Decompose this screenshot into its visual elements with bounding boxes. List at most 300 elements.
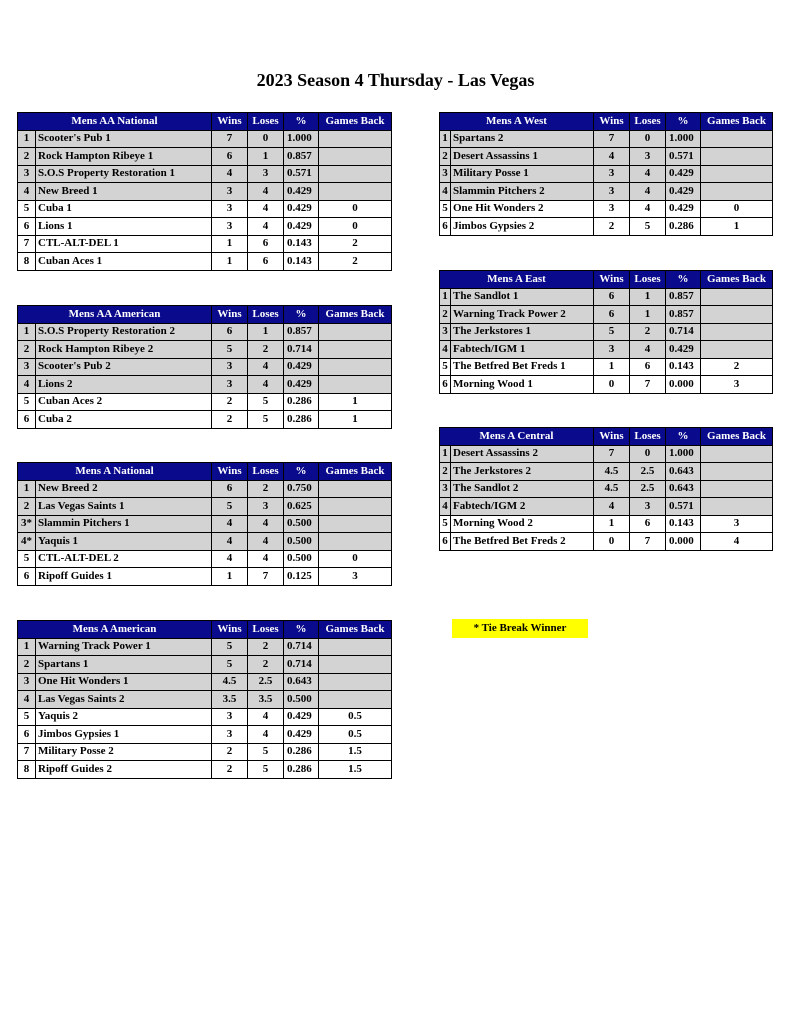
pct-header: %	[666, 428, 701, 446]
rank-cell: 1	[440, 288, 451, 306]
wins-cell: 1	[594, 358, 630, 376]
rank-cell: 4*	[18, 533, 36, 551]
page-title: 2023 Season 4 Thursday - Las Vegas	[256, 70, 535, 90]
wins-cell: 1	[594, 515, 630, 533]
table-header-row	[18, 621, 392, 639]
pct-header: %	[284, 113, 319, 131]
wins-cell: 7	[212, 130, 248, 148]
standings-table-mens-a-american	[17, 620, 392, 779]
wins-cell: 3	[594, 200, 630, 218]
loses-cell: 4	[248, 708, 284, 726]
loses-cell: 7	[630, 376, 666, 394]
table-row	[18, 480, 392, 498]
team-name-cell: Rock Hampton Ribeye 1	[36, 148, 212, 166]
table-row	[18, 498, 392, 516]
team-name-cell: The Betfred Bet Freds 2	[451, 533, 594, 551]
rank-cell: 1	[18, 480, 36, 498]
wins-cell: 4	[594, 498, 630, 516]
wins-cell: 2	[212, 411, 248, 429]
loses-cell: 4	[630, 183, 666, 201]
loses-cell: 3	[630, 498, 666, 516]
wins-cell: 4.5	[594, 480, 630, 498]
loses-cell: 3	[630, 148, 666, 166]
team-name-cell: Warning Track Power 2	[451, 306, 594, 324]
wins-cell: 3.5	[212, 691, 248, 709]
loses-header: Loses	[630, 428, 666, 446]
loses-cell: 6	[630, 515, 666, 533]
pct-cell: 0.143	[284, 235, 319, 253]
rank-cell: 5	[440, 515, 451, 533]
rank-cell: 1	[440, 445, 451, 463]
standings-table-mens-a-west	[439, 112, 773, 236]
games-back-cell	[701, 323, 773, 341]
team-name-cell: The Jerkstores 1	[451, 323, 594, 341]
table-row	[18, 533, 392, 551]
loses-cell: 2	[248, 341, 284, 359]
division-name-header: Mens A American	[18, 621, 212, 639]
rank-cell: 2	[18, 656, 36, 674]
pct-cell: 0.143	[666, 515, 701, 533]
wins-cell: 3	[212, 358, 248, 376]
table-row	[18, 691, 392, 709]
wins-cell: 4	[212, 550, 248, 568]
loses-header: Loses	[630, 113, 666, 131]
loses-header: Loses	[248, 113, 284, 131]
loses-cell: 5	[248, 743, 284, 761]
rank-cell: 6	[440, 218, 451, 236]
team-name-cell: The Betfred Bet Freds 1	[451, 358, 594, 376]
team-name-cell: Military Posse 1	[451, 165, 594, 183]
wins-cell: 6	[212, 148, 248, 166]
loses-header: Loses	[248, 463, 284, 481]
pct-cell: 0.857	[666, 288, 701, 306]
pct-cell: 0.429	[666, 341, 701, 359]
rank-cell: 2	[18, 498, 36, 516]
wins-cell: 6	[212, 323, 248, 341]
wins-header: Wins	[212, 306, 248, 324]
loses-cell: 2	[248, 656, 284, 674]
games-back-cell	[319, 673, 392, 691]
table-row	[18, 376, 392, 394]
wins-cell: 5	[212, 498, 248, 516]
pct-cell: 0.625	[284, 498, 319, 516]
games-back-cell: 2	[701, 358, 773, 376]
rank-cell: 6	[18, 411, 36, 429]
games-back-cell	[701, 130, 773, 148]
pct-cell: 0.643	[666, 480, 701, 498]
table-row	[440, 533, 773, 551]
team-name-cell: One Hit Wonders 2	[451, 200, 594, 218]
team-name-cell: Morning Wood 2	[451, 515, 594, 533]
loses-cell: 4	[248, 200, 284, 218]
loses-header: Loses	[630, 271, 666, 289]
pct-cell: 0.500	[284, 515, 319, 533]
pct-header: %	[666, 271, 701, 289]
pct-cell: 0.143	[284, 253, 319, 271]
team-name-cell: S.O.S Property Restoration 1	[36, 165, 212, 183]
games-back-cell	[701, 148, 773, 166]
games-back-cell	[701, 288, 773, 306]
pct-header: %	[284, 463, 319, 481]
table-row	[18, 200, 392, 218]
wins-cell: 5	[594, 323, 630, 341]
loses-cell: 7	[630, 533, 666, 551]
team-name-cell: Fabtech/IGM 2	[451, 498, 594, 516]
games-back-cell: 0	[319, 550, 392, 568]
team-name-cell: Spartans 2	[451, 130, 594, 148]
wins-cell: 6	[594, 288, 630, 306]
standings-table-mens-a-central	[439, 427, 773, 551]
table-row	[440, 183, 773, 201]
wins-cell: 3	[212, 726, 248, 744]
rank-cell: 3	[18, 673, 36, 691]
loses-cell: 4	[630, 165, 666, 183]
wins-cell: 0	[594, 533, 630, 551]
games-back-cell	[701, 341, 773, 359]
table-row	[18, 358, 392, 376]
pct-header: %	[284, 621, 319, 639]
pct-cell: 0.714	[284, 341, 319, 359]
rank-cell: 6	[440, 376, 451, 394]
loses-cell: 1	[248, 323, 284, 341]
team-name-cell: Lions 1	[36, 218, 212, 236]
wins-header: Wins	[212, 621, 248, 639]
team-name-cell: Yaquis 2	[36, 708, 212, 726]
pct-header: %	[666, 113, 701, 131]
rank-cell: 5	[18, 393, 36, 411]
rank-cell: 4	[440, 341, 451, 359]
wins-cell: 4	[212, 533, 248, 551]
pct-cell: 0.000	[666, 376, 701, 394]
table-row	[440, 288, 773, 306]
table-row	[18, 393, 392, 411]
wins-cell: 1	[212, 253, 248, 271]
games-back-cell: 0	[701, 200, 773, 218]
loses-cell: 5	[248, 393, 284, 411]
team-name-cell: Las Vegas Saints 2	[36, 691, 212, 709]
table-row	[18, 673, 392, 691]
team-name-cell: Cuba 1	[36, 200, 212, 218]
table-row	[440, 200, 773, 218]
wins-cell: 7	[594, 130, 630, 148]
rank-cell: 2	[18, 341, 36, 359]
loses-cell: 1	[630, 306, 666, 324]
team-name-cell: Jimbos Gypsies 2	[451, 218, 594, 236]
table-row	[18, 323, 392, 341]
rank-cell: 4	[18, 691, 36, 709]
team-name-cell: CTL-ALT-DEL 2	[36, 550, 212, 568]
rank-cell: 1	[18, 323, 36, 341]
rank-cell: 6	[440, 533, 451, 551]
table-row	[440, 218, 773, 236]
table-row	[18, 743, 392, 761]
games-back-cell: 2	[319, 235, 392, 253]
games-back-header: Games Back	[319, 621, 392, 639]
games-back-cell	[701, 445, 773, 463]
pct-header: %	[284, 306, 319, 324]
team-name-cell: Cuba 2	[36, 411, 212, 429]
loses-cell: 0	[630, 445, 666, 463]
team-name-cell: Las Vegas Saints 1	[36, 498, 212, 516]
rank-cell: 2	[18, 148, 36, 166]
tie-break-legend: * Tie Break Winner	[452, 619, 588, 638]
team-name-cell: Jimbos Gypsies 1	[36, 726, 212, 744]
table-row	[18, 411, 392, 429]
table-row	[18, 183, 392, 201]
loses-cell: 4	[248, 358, 284, 376]
team-name-cell: Rock Hampton Ribeye 2	[36, 341, 212, 359]
games-back-cell	[319, 148, 392, 166]
games-back-cell	[319, 533, 392, 551]
standings-table-mens-a-east	[439, 270, 773, 394]
wins-cell: 5	[212, 656, 248, 674]
rank-cell: 4	[18, 183, 36, 201]
loses-cell: 4	[248, 726, 284, 744]
games-back-cell: 0.5	[319, 726, 392, 744]
loses-header: Loses	[248, 621, 284, 639]
rank-cell: 3	[18, 358, 36, 376]
table-row	[18, 235, 392, 253]
loses-cell: 6	[248, 235, 284, 253]
games-back-header: Games Back	[701, 271, 773, 289]
loses-cell: 4	[248, 533, 284, 551]
pct-cell: 0.571	[284, 165, 319, 183]
games-back-cell	[701, 165, 773, 183]
rank-cell: 1	[440, 130, 451, 148]
wins-cell: 3	[212, 183, 248, 201]
table-row	[440, 358, 773, 376]
rank-cell: 5	[18, 200, 36, 218]
rank-cell: 1	[18, 130, 36, 148]
wins-cell: 2	[594, 218, 630, 236]
rank-cell: 2	[440, 463, 451, 481]
loses-cell: 6	[248, 253, 284, 271]
loses-cell: 0	[248, 130, 284, 148]
pct-cell: 0.429	[284, 376, 319, 394]
table-row	[440, 165, 773, 183]
pct-cell: 0.500	[284, 691, 319, 709]
standings-table-mens-aa-national	[17, 112, 392, 271]
team-name-cell: Yaquis 1	[36, 533, 212, 551]
rank-cell: 7	[18, 235, 36, 253]
games-back-cell	[319, 498, 392, 516]
wins-cell: 0	[594, 376, 630, 394]
pct-cell: 0.857	[284, 323, 319, 341]
wins-header: Wins	[212, 113, 248, 131]
division-name-header: Mens A West	[440, 113, 594, 131]
games-back-cell	[319, 515, 392, 533]
table-header-row	[440, 428, 773, 446]
table-header-row	[440, 271, 773, 289]
loses-cell: 4	[248, 376, 284, 394]
wins-cell: 3	[594, 183, 630, 201]
wins-cell: 2	[212, 393, 248, 411]
rank-cell: 5	[18, 550, 36, 568]
table-header-row	[18, 463, 392, 481]
team-name-cell: Scooter's Pub 2	[36, 358, 212, 376]
team-name-cell: Slammin Pitchers 2	[451, 183, 594, 201]
team-name-cell: Fabtech/IGM 1	[451, 341, 594, 359]
games-back-header: Games Back	[319, 306, 392, 324]
rank-cell: 3	[440, 323, 451, 341]
loses-cell: 4	[248, 550, 284, 568]
pct-cell: 0.286	[284, 761, 319, 779]
loses-cell: 4	[630, 341, 666, 359]
games-back-cell	[701, 480, 773, 498]
team-name-cell: Ripoff Guides 2	[36, 761, 212, 779]
team-name-cell: S.O.S Property Restoration 2	[36, 323, 212, 341]
table-row	[18, 568, 392, 586]
pct-cell: 0.286	[284, 393, 319, 411]
games-back-cell	[319, 691, 392, 709]
wins-cell: 2	[212, 761, 248, 779]
games-back-header: Games Back	[319, 463, 392, 481]
games-back-cell	[701, 463, 773, 481]
table-row	[440, 498, 773, 516]
pct-cell: 0.643	[666, 463, 701, 481]
loses-cell: 5	[630, 218, 666, 236]
loses-cell: 2.5	[630, 463, 666, 481]
table-row	[440, 480, 773, 498]
table-row	[440, 130, 773, 148]
team-name-cell: One Hit Wonders 1	[36, 673, 212, 691]
loses-cell: 4	[630, 200, 666, 218]
rank-cell: 2	[440, 148, 451, 166]
loses-cell: 1	[630, 288, 666, 306]
wins-cell: 3	[594, 165, 630, 183]
wins-cell: 4	[212, 165, 248, 183]
loses-cell: 2	[248, 480, 284, 498]
pct-cell: 0.429	[666, 200, 701, 218]
wins-cell: 1	[212, 568, 248, 586]
loses-cell: 2.5	[630, 480, 666, 498]
wins-cell: 3	[212, 376, 248, 394]
games-back-cell	[319, 165, 392, 183]
pct-cell: 0.143	[666, 358, 701, 376]
pct-cell: 0.429	[666, 165, 701, 183]
games-back-cell: 4	[701, 533, 773, 551]
team-name-cell: Warning Track Power 1	[36, 638, 212, 656]
wins-cell: 6	[212, 480, 248, 498]
table-row	[18, 550, 392, 568]
loses-cell: 3.5	[248, 691, 284, 709]
games-back-cell	[319, 656, 392, 674]
team-name-cell: New Breed 1	[36, 183, 212, 201]
games-back-cell	[701, 183, 773, 201]
rank-cell: 4	[18, 376, 36, 394]
games-back-cell	[319, 638, 392, 656]
pct-cell: 0.571	[666, 148, 701, 166]
rank-cell: 5	[440, 358, 451, 376]
table-row	[18, 253, 392, 271]
wins-cell: 4.5	[212, 673, 248, 691]
loses-cell: 0	[630, 130, 666, 148]
wins-cell: 7	[594, 445, 630, 463]
wins-cell: 5	[212, 341, 248, 359]
team-name-cell: Lions 2	[36, 376, 212, 394]
team-name-cell: Morning Wood 1	[451, 376, 594, 394]
table-row	[18, 656, 392, 674]
table-row	[18, 761, 392, 779]
pct-cell: 0.500	[284, 550, 319, 568]
loses-cell: 5	[248, 411, 284, 429]
loses-cell: 4	[248, 218, 284, 236]
table-header-row	[440, 113, 773, 131]
games-back-cell: 3	[319, 568, 392, 586]
table-header-row	[18, 306, 392, 324]
loses-cell: 2	[630, 323, 666, 341]
pct-cell: 1.000	[666, 445, 701, 463]
standings-table-mens-aa-american	[17, 305, 392, 429]
games-back-cell: 1	[319, 411, 392, 429]
table-row	[18, 165, 392, 183]
pct-cell: 0.500	[284, 533, 319, 551]
division-name-header: Mens A National	[18, 463, 212, 481]
table-row	[18, 148, 392, 166]
rank-cell: 3	[440, 480, 451, 498]
games-back-header: Games Back	[319, 113, 392, 131]
games-back-cell	[319, 183, 392, 201]
rank-cell: 2	[440, 306, 451, 324]
wins-cell: 3	[212, 218, 248, 236]
loses-cell: 1	[248, 148, 284, 166]
division-name-header: Mens A East	[440, 271, 594, 289]
games-back-cell	[319, 341, 392, 359]
rank-cell: 3*	[18, 515, 36, 533]
pct-cell: 0.857	[666, 306, 701, 324]
table-row	[440, 148, 773, 166]
pct-cell: 0.429	[284, 183, 319, 201]
wins-header: Wins	[594, 113, 630, 131]
pct-cell: 0.571	[666, 498, 701, 516]
rank-cell: 6	[18, 568, 36, 586]
games-back-cell: 3	[701, 376, 773, 394]
pct-cell: 0.714	[284, 638, 319, 656]
games-back-cell: 1.5	[319, 743, 392, 761]
wins-cell: 3	[212, 708, 248, 726]
division-name-header: Mens AA American	[18, 306, 212, 324]
games-back-cell	[319, 323, 392, 341]
loses-cell: 4	[248, 515, 284, 533]
loses-cell: 2	[248, 638, 284, 656]
wins-cell: 4	[212, 515, 248, 533]
division-name-header: Mens AA National	[18, 113, 212, 131]
rank-cell: 4	[440, 498, 451, 516]
table-row	[18, 341, 392, 359]
division-name-header: Mens A Central	[440, 428, 594, 446]
table-row	[18, 726, 392, 744]
pct-cell: 0.429	[284, 200, 319, 218]
pct-cell: 0.750	[284, 480, 319, 498]
team-name-cell: Slammin Pitchers 1	[36, 515, 212, 533]
wins-cell: 1	[212, 235, 248, 253]
games-back-cell: 0.5	[319, 708, 392, 726]
table-row	[440, 463, 773, 481]
rank-cell: 3	[18, 165, 36, 183]
rank-cell: 3	[440, 165, 451, 183]
pct-cell: 0.286	[666, 218, 701, 236]
loses-cell: 4	[248, 183, 284, 201]
table-row	[18, 130, 392, 148]
loses-cell: 7	[248, 568, 284, 586]
games-back-cell: 3	[701, 515, 773, 533]
games-back-cell	[319, 130, 392, 148]
games-back-cell: 0	[319, 218, 392, 236]
games-back-cell	[701, 306, 773, 324]
pct-cell: 1.000	[666, 130, 701, 148]
team-name-cell: Desert Assassins 1	[451, 148, 594, 166]
pct-cell: 0.714	[284, 656, 319, 674]
